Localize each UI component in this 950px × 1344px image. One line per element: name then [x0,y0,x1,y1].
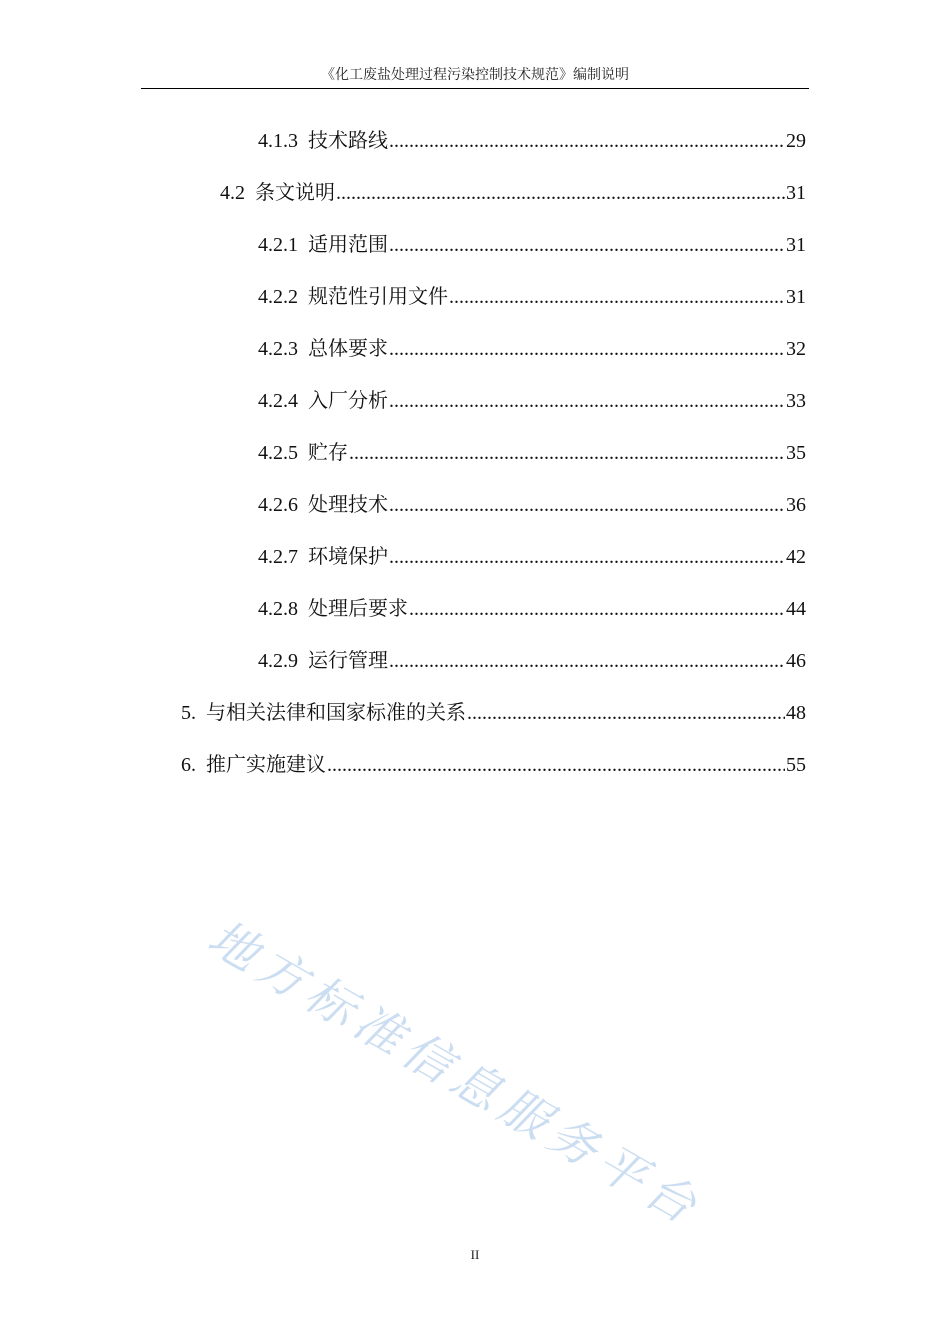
watermark-text: 地方标准信息服务平台 [198,909,712,1239]
toc-dot-leader [389,126,785,156]
toc-entry-page: 33 [786,390,806,412]
toc-entry[interactable] [258,542,806,572]
toc-entry-number: 4.2.2 [258,286,298,308]
toc-entry[interactable] [181,750,806,780]
toc-entry-title: 技术路线 [308,130,388,152]
toc-entry-number: 4.2.8 [258,598,298,620]
toc-entry-page: 29 [786,130,806,152]
toc-dot-leader [389,490,785,520]
toc-entry-title: 总体要求 [308,338,388,360]
toc-entry-number: 4.2.7 [258,546,298,568]
toc-entry-title: 环境保护 [308,546,388,568]
toc-entry-page: 55 [786,754,806,776]
toc-entry-number: 5. [181,702,196,724]
toc-entry[interactable] [258,594,806,624]
toc-dot-leader [467,698,785,728]
toc-entry-title: 入厂分析 [308,390,388,412]
toc-entry-page: 36 [786,494,806,516]
toc-entry[interactable] [258,334,806,364]
toc-dot-leader [389,386,785,416]
toc-dot-leader [327,750,785,780]
toc-dot-leader [389,230,785,260]
toc-entry-number: 4.1.3 [258,130,298,152]
toc-dot-leader [409,594,785,624]
document-title: 《化工废盐处理过程污染控制技术规范》编制说明 [321,68,629,83]
toc-entry[interactable] [181,698,806,728]
running-header [141,66,809,89]
toc-entry-page: 31 [786,182,806,204]
toc-entry-page: 32 [786,338,806,360]
toc-entry-title: 推广实施建议 [206,754,326,776]
toc-entry-number: 4.2.3 [258,338,298,360]
toc-entry[interactable] [258,230,806,260]
toc-entry[interactable] [258,126,806,156]
toc-entry-page: 31 [786,234,806,256]
toc-dot-leader [389,334,785,364]
toc-entry-page: 35 [786,442,806,464]
toc-dot-leader [449,282,785,312]
toc-entry-number: 6. [181,754,196,776]
toc-entry-title: 处理后要求 [308,598,408,620]
toc-entry-title: 处理技术 [308,494,388,516]
toc-entry[interactable] [258,386,806,416]
toc-entry-number: 4.2.1 [258,234,298,256]
toc-entry[interactable] [258,282,806,312]
toc-entry-title: 运行管理 [308,650,388,672]
toc-dot-leader [389,646,785,676]
toc-entry-number: 4.2.9 [258,650,298,672]
toc-entry-number: 4.2 [220,182,245,204]
toc-dot-leader [349,438,785,468]
toc-entry-title: 规范性引用文件 [308,286,448,308]
toc-entry-number: 4.2.6 [258,494,298,516]
toc-entry-page: 46 [786,650,806,672]
toc-entry-title: 适用范围 [308,234,388,256]
toc-entry-number: 4.2.4 [258,390,298,412]
toc-dot-leader [336,178,785,208]
toc-entry[interactable] [258,490,806,520]
toc-entry[interactable] [258,438,806,468]
toc-entry-page: 48 [786,702,806,724]
toc-entry-page: 31 [786,286,806,308]
toc-entry-title: 条文说明 [255,182,335,204]
toc-entry-page: 44 [786,598,806,620]
toc-entry[interactable] [220,178,806,208]
toc-entry-title: 与相关法律和国家标准的关系 [206,702,466,724]
toc-dot-leader [389,542,785,572]
toc-entry-title: 贮存 [308,442,348,464]
toc-entry-number: 4.2.5 [258,442,298,464]
page-number: II [470,1247,480,1262]
toc-entry[interactable] [258,646,806,676]
toc-entry-page: 42 [786,546,806,568]
